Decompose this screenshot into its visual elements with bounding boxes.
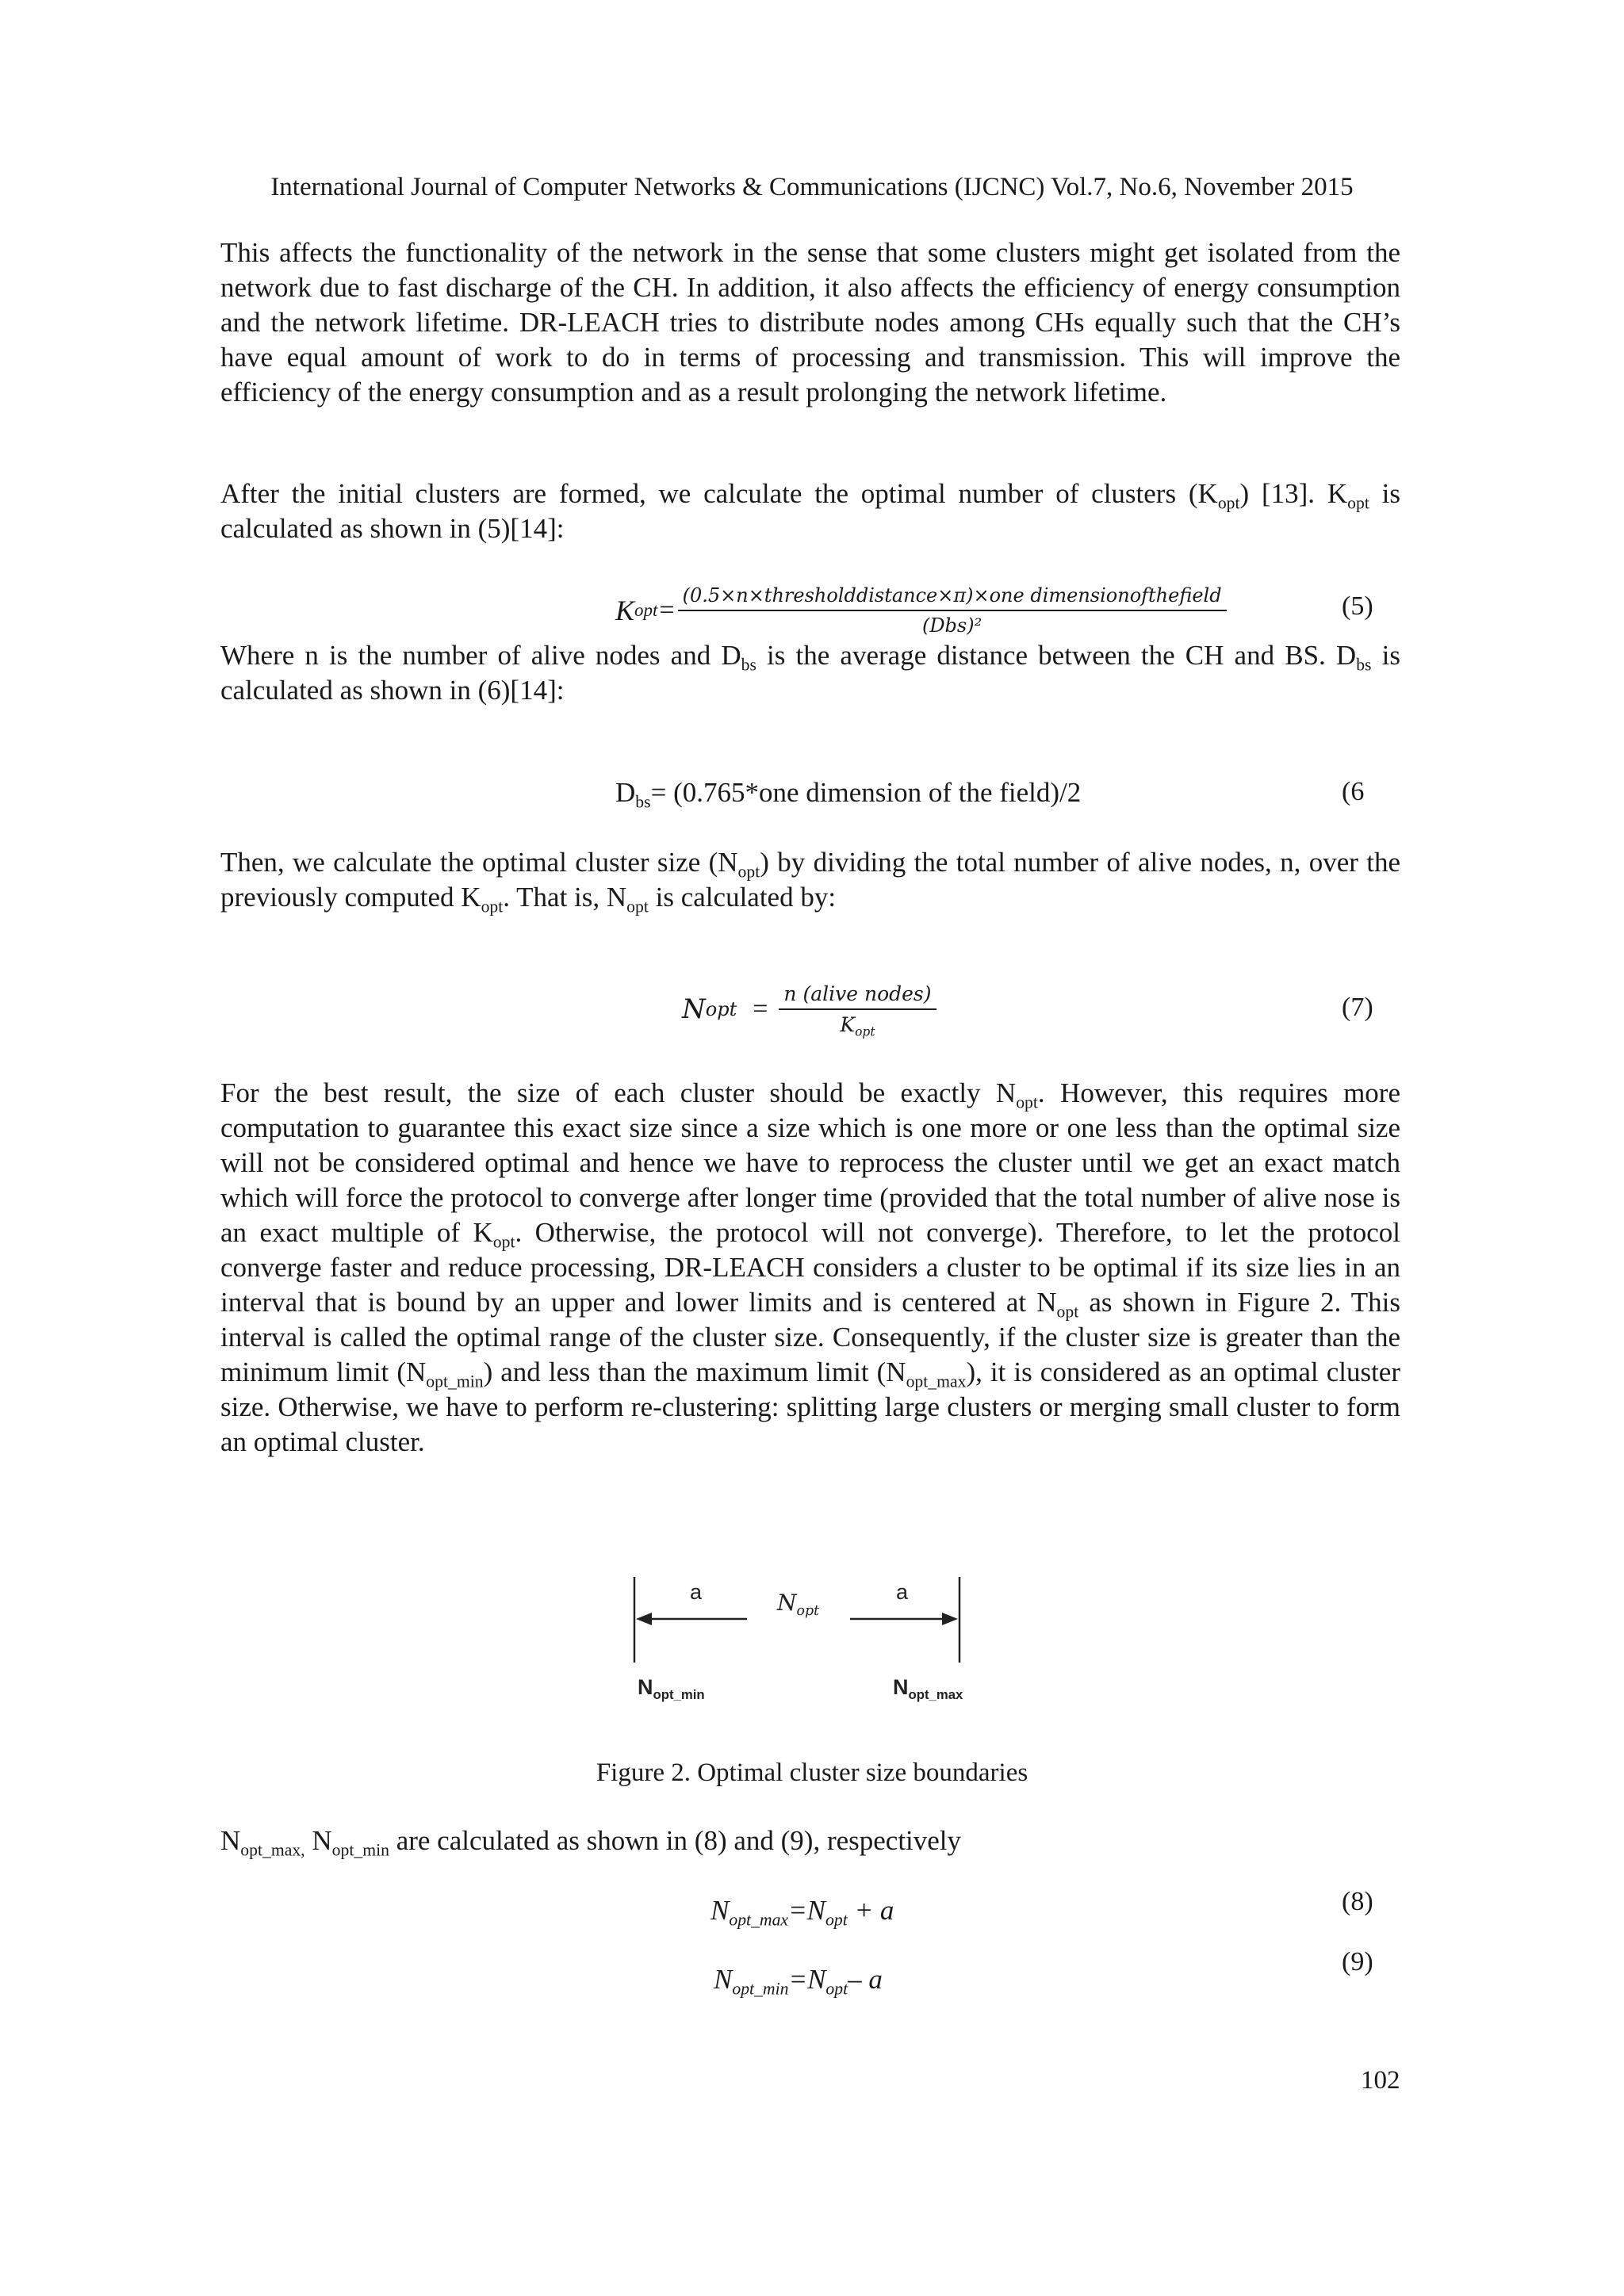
equation-9 — [714, 1962, 883, 1997]
eq-mid: =N — [788, 1895, 826, 1926]
text: For the best result, the size of each cluster should be exactly N — [220, 1077, 1017, 1108]
eq-sign: = — [659, 595, 675, 625]
subscript: opt_max — [906, 1372, 967, 1391]
text: ) and less than the maximum limit (N — [483, 1357, 906, 1387]
label-base: N — [638, 1675, 653, 1699]
eq-numerator: (0.5×n×thresholddistance×π)×one dimensionofthefield — [678, 584, 1227, 611]
eq-mid-sub: opt — [825, 1979, 848, 1999]
figure-caption: Figure 2. Optimal cluster size boundaries — [596, 1758, 1028, 1787]
equation-number-7: (7) — [1342, 993, 1373, 1022]
label-sub: opt_max — [908, 1686, 963, 1702]
text: as shown in Figure 2. This interval is called the optimal range of the cluster size. Consequently, if the cluster size is greater than the minimum limit (N — [220, 1287, 1400, 1387]
center-nopt-label — [777, 1590, 820, 1620]
text: is calculated by: — [648, 882, 837, 913]
text: Then, we calculate the optimal cluster size (N — [220, 847, 738, 878]
eq-mid-sub: opt — [825, 1910, 848, 1930]
subscript: opt_min — [331, 1840, 389, 1860]
equation-7: N opt = $\frac{\text{n (alive nodes)}}{K_{opt}}$ — [682, 974, 936, 1045]
text: . However, this requires more computation to guarantee this exact size since a size which is one more or one less than the optimal size will not be considered optimal and hence we have to reprocess the cluster until we get an exact match which will force the protocol to converge after longer time (provided that the total number of alive nose is an exact multiple of K — [220, 1077, 1401, 1248]
text: After the initial clusters are formed, we calculate the optimal number of clusters (K — [220, 478, 1218, 509]
text: N — [220, 1825, 241, 1856]
eq-rhs: + a — [847, 1895, 894, 1926]
text: ) [13] — [1239, 478, 1308, 509]
nopt-max-label — [893, 1675, 963, 1700]
eq-lhs-sub: opt_min — [732, 1979, 789, 1999]
left-arrow-head — [636, 1613, 652, 1625]
label-sub: opt_min — [653, 1686, 705, 1702]
equation-number-9: (9) — [1342, 1947, 1373, 1976]
label-base: N — [893, 1675, 909, 1699]
equation-number-5: (5) — [1342, 591, 1373, 621]
subscript: opt — [737, 862, 760, 882]
subscript: opt — [626, 897, 649, 916]
text: Where n is the number of alive nodes and D — [220, 640, 741, 671]
text: is calculated as shown in (6)[14]: — [220, 640, 1400, 706]
text: . K — [1308, 478, 1348, 509]
eq-mid: =N — [788, 1964, 826, 1995]
subscript: bs — [741, 655, 756, 675]
right-distance-label: a — [896, 1580, 909, 1604]
paragraph-intro — [220, 235, 1400, 410]
text: ), it is considered as an optimal cluster size. Otherwise, we have to perform re-clustering: splitting large clusters or merging small cluster to form an optimal cluster. — [220, 1357, 1400, 1457]
eq-denominator — [779, 1010, 936, 1039]
text: . That is, N — [503, 882, 627, 913]
paragraph-nopt — [220, 845, 1400, 915]
text: ) by dividing the total number of alive nodes, n, over the previously computed K — [220, 847, 1401, 913]
eq-lhs: K — [615, 595, 635, 626]
text: is calculated as shown in (5)[14]: — [220, 478, 1400, 544]
subscript: opt_min — [426, 1372, 484, 1391]
eq-lhs: N — [714, 1964, 733, 1995]
paragraph-optimal-range — [220, 1076, 1400, 1460]
paragraph-dbs — [220, 638, 1400, 708]
text: . Otherwise, the protocol will not converge). Therefore, to let the protocol converge faster and reduce processing, DR-LEACH considers a cluster to be optimal if its size lies in an interval that is bound by an upper and lower limits and is centered at N — [220, 1217, 1401, 1318]
nopt-sub: opt — [796, 1603, 820, 1620]
equation-8 — [710, 1893, 894, 1928]
equation-number-6: (6 — [1342, 777, 1365, 806]
subscript: opt — [1016, 1093, 1038, 1112]
eq-sign: = — [753, 994, 768, 1024]
text: N — [304, 1825, 332, 1856]
eq-denominator: (Dbs)² — [921, 614, 982, 637]
eq-lhs-sub: bs — [635, 792, 651, 812]
equation-5: K opt = $\frac{\text{(0.5×n×thresholddistance×π)×one dimensionofthefield}}{\text{(Dbs)²}}$ — [615, 579, 1227, 642]
eq-den-sub: opt — [855, 1024, 875, 1039]
eq-rhs: = (0.765*one dimension of the field)/2 — [650, 777, 1082, 808]
paragraph-text: This affects the functionality of the network in the sense that some clusters might get isolated from the network due to fast discharge of the CH. In addition, it also affects the efficiency of energy consumption and the network lifetime. DR-LEACH tries to distribute nodes among CHs equally such that the CH’s have equal amount of work to do in terms of processing and transmission. This will improve the efficiency of the energy consumption and as a result prolonging the network lifetime. — [220, 237, 1400, 408]
eq-fraction — [678, 584, 1227, 637]
eq-lhs: N — [682, 993, 706, 1025]
page-number: 102 — [1361, 2066, 1400, 2095]
figure-2 — [611, 1574, 1007, 1716]
subscript: bs — [1356, 655, 1372, 675]
subscript: opt_max, — [240, 1840, 305, 1860]
eq-numerator: n (alive nodes) — [779, 982, 936, 1010]
text: is the average distance between the CH and BS. D — [756, 640, 1357, 671]
left-distance-label: a — [690, 1580, 703, 1604]
right-arrow-head — [942, 1613, 958, 1625]
equation-number-8: (8) — [1342, 1887, 1373, 1916]
subscript: opt — [481, 897, 504, 916]
subscript: opt — [1347, 493, 1369, 513]
eq-lhs-sub: opt_max — [729, 1910, 789, 1930]
nopt-min-label — [638, 1675, 705, 1700]
eq-fraction — [779, 982, 936, 1039]
eq-den-base: K — [840, 1013, 856, 1036]
text: are calculated as shown in (8) and (9), respectively — [389, 1825, 962, 1856]
eq-lhs: N — [710, 1895, 730, 1926]
eq-lhs: D — [615, 777, 636, 808]
running-header: International Journal of Computer Networks & Communications (IJCNC) Vol.7, No.6, November 2015 — [270, 173, 1354, 201]
eq-rhs: – a — [848, 1964, 883, 1995]
subscript: opt — [1217, 493, 1240, 513]
equation-6 — [615, 775, 1081, 810]
subscript: opt — [492, 1232, 515, 1252]
paragraph-limits — [220, 1823, 1400, 1858]
paragraph-kopt — [220, 476, 1400, 546]
nopt-base: N — [777, 1590, 797, 1616]
subscript: opt — [1056, 1302, 1079, 1322]
